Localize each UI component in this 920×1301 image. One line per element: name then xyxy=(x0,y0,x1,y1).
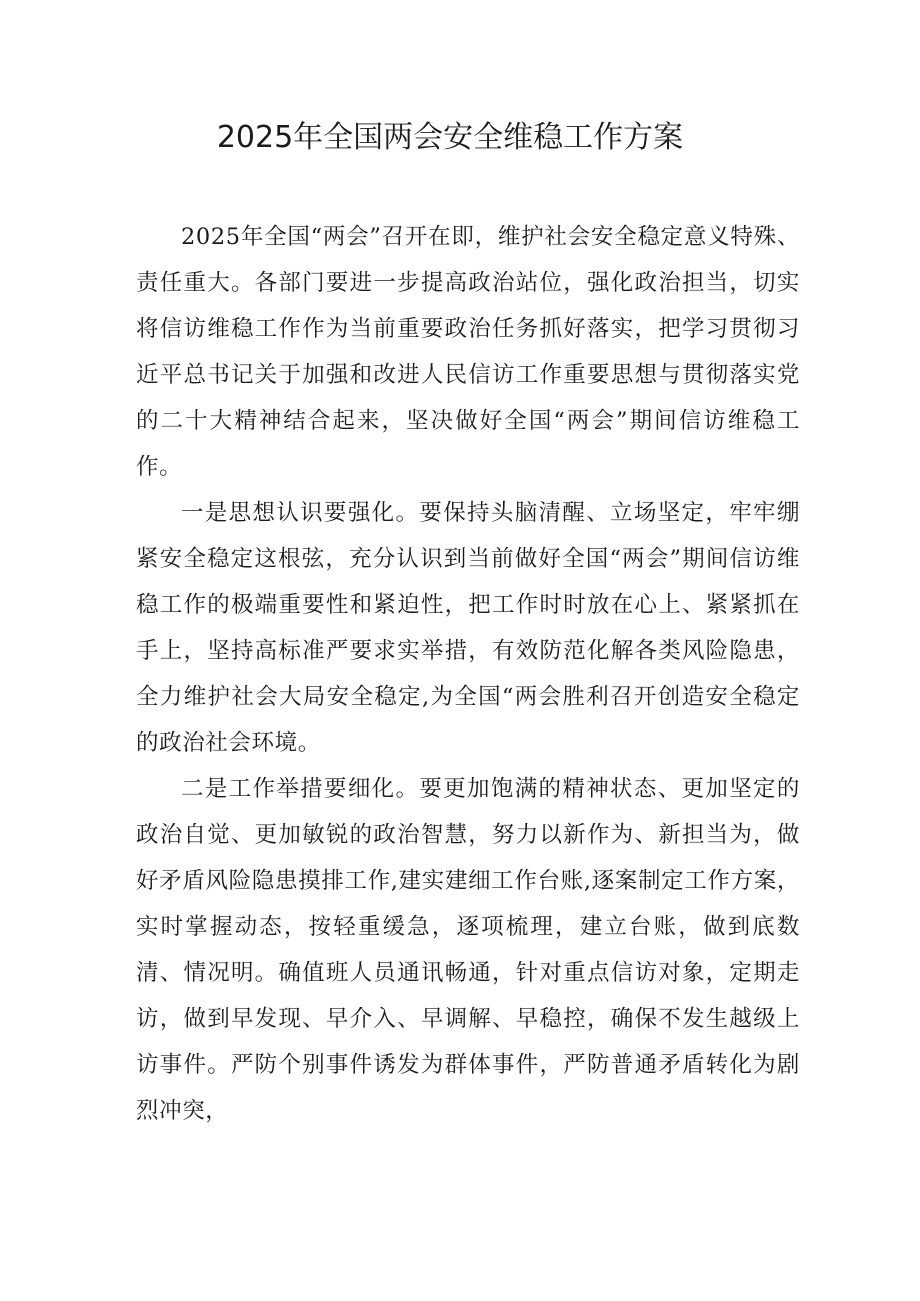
paragraph-intro: 2025年全国“两会”召开在即，维护社会安全稳定意义特殊、责任重大。各部门要进一步提高政治站位，强化政治担当，切实将信访维稳工作作为当前重要政治任务抓好落实，把学习贯彻习近平总书记关于加强和改进人民信访工作重要思想与贯彻落实党的二十大精神结合起来，坚决做好全国“两会”期间信访维稳工作。 xyxy=(136,224,800,480)
document-title: 2025年全国两会安全维稳工作方案 xyxy=(216,120,684,155)
paragraph-point-one: 一是思想认识要强化。要保持头脑清醒、立场坚定，牢牢绷紧安全稳定这根弦，充分认识到当前做好全国“两会”期间信访维稳工作的极端重要性和紧迫性，把工作时时放在心上、紧紧抓在手上，坚持高标准严要求实举措，有效防范化解各类风险隐患，全力维护社会大局安全稳定,为全国“两会胜利召开创造安全稳定的政治社会环境。 xyxy=(136,500,800,756)
document-body xyxy=(136,214,800,1134)
paragraph-point-two: 二是工作举措要细化。要更加饱满的精神状态、更加坚定的政治自觉、更加敏锐的政治智慧，努力以新作为、新担当为，做好矛盾风险隐患摸排工作,建实建细工作台账,逐案制定工作方案，实时掌握动态，按轻重缓急，逐项梳理，建立台账，做到底数清、情况明。确值班人员通讯畅通，针对重点信访对象，定期走访，做到早发现、早介入、早调解、早稳控，确保不发生越级上访事件。严防个别事件诱发为群体事件，严防普通矛盾转化为剧烈冲突， xyxy=(136,776,800,1124)
